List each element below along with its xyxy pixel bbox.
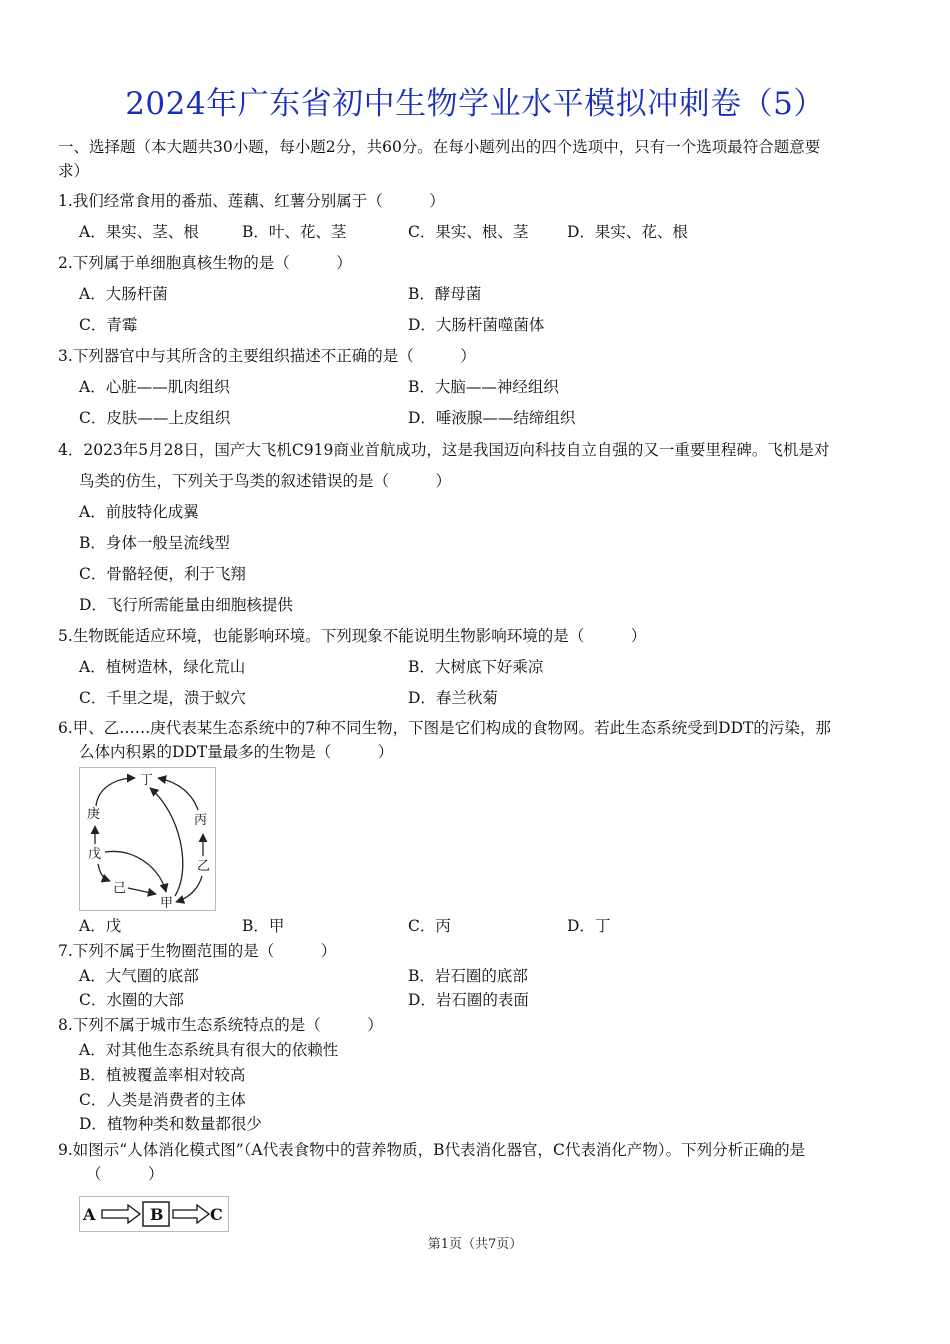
q4-option-c: C．骨骼轻便，利于飞翔 [79, 565, 246, 583]
node-jia: 甲 [160, 896, 174, 910]
node-ji: 己 [113, 881, 127, 896]
food-web-figure [79, 767, 216, 911]
page-footer: 第1页（共7页） [427, 1237, 523, 1252]
q5-option-c: C．千里之堤，溃于蚁穴 [79, 689, 246, 707]
arrow-ji-jia [128, 888, 156, 894]
q5-option-d: D．春兰秋菊 [408, 689, 498, 707]
q5-option-b: B．大树底下好乘凉 [408, 658, 544, 676]
q3-option-c: C．皮肤——上皮组织 [79, 409, 231, 427]
q4-option-b: B．身体一般呈流线型 [79, 534, 230, 552]
q6-option-c: C．丙 [408, 917, 451, 935]
node-ding: 丁 [140, 773, 154, 788]
q7-option-c: C．水圈的大部 [79, 991, 184, 1009]
q5-option-a: A．植树造林，绿化荒山 [79, 658, 246, 676]
q9-stem-cont: （ ） [86, 1165, 164, 1183]
q3-option-b: B．大脑——神经组织 [408, 378, 559, 396]
q2-option-a: A．大肠杆菌 [79, 285, 168, 303]
digestion-arrow-2 [173, 1205, 209, 1223]
arrow-yi-jia [176, 876, 202, 902]
q2-option-c: C．青霉 [79, 316, 138, 334]
arrow-wu-ji [98, 864, 110, 881]
q1-option-a: A．果实、茎、根 [79, 223, 199, 241]
q1-option-b: B．叶、花、茎 [242, 223, 347, 241]
q6-option-b: B．甲 [242, 917, 285, 935]
q5-stem: 5.生物既能适应环境，也能影响环境。下列现象不能说明生物影响环境的是（ ） [58, 627, 647, 645]
arrow-bing-ding [158, 778, 198, 810]
q8-stem: 8.下列不属于城市生态系统特点的是（ ） [58, 1016, 383, 1034]
q3-option-d: D．唾液腺——结缔组织 [408, 409, 576, 427]
q9-stem: 9.如图示“人体消化模式图”（A代表食物中的营养物质，B代表消化器官，C代表消化产物）。下列分析正确的是 [58, 1141, 806, 1159]
q8-option-a: A．对其他生态系统具有很大的依赖性 [79, 1041, 339, 1059]
q2-option-b: B．酵母菌 [408, 285, 482, 303]
q2-option-d: D．大肠杆菌噬菌体 [408, 316, 545, 334]
digestion-diagram [80, 1197, 228, 1231]
q1-option-d: D．果实、花、根 [567, 223, 688, 241]
q6-option-a: A．戊 [79, 917, 122, 935]
q7-option-a: A．大气圈的底部 [79, 967, 199, 985]
q7-option-d: D．岩石圈的表面 [408, 991, 529, 1009]
q8-option-c: C．人类是消费者的主体 [79, 1091, 246, 1109]
digestion-label-c: C [210, 1205, 223, 1224]
food-web-diagram [80, 768, 215, 910]
q6-stem: 6.甲、乙……庚代表某生态系统中的7种不同生物，下图是它们构成的食物网。若此生态系统受到DDT的污染，那 [58, 719, 831, 737]
node-geng: 庚 [87, 807, 101, 822]
digestion-arrow-1 [102, 1205, 140, 1223]
section-heading-cont: 求） [58, 162, 90, 180]
q6-stem-cont: 么体内积累的DDT量最多的生物是（ ） [79, 743, 394, 761]
q4-option-a: A．前肢特化成翼 [79, 503, 199, 521]
q7-stem: 7.下列不属于生物圈范围的是（ ） [58, 942, 337, 960]
q3-option-a: A．心脏——肌肉组织 [79, 378, 230, 396]
q6-option-d: D．丁 [567, 917, 611, 935]
page-title: 2024年广东省初中生物学业水平模拟冲刺卷（5） [125, 86, 825, 122]
node-bing: 丙 [194, 813, 208, 828]
node-wu: 戊 [88, 847, 102, 862]
digestion-label-b: B [150, 1205, 164, 1224]
q8-option-b: B．植被覆盖率相对较高 [79, 1066, 246, 1084]
arrow-jia-ding [150, 788, 183, 896]
q4-stem: 4．2023年5月28日，国产大飞机C919商业首航成功，这是我国迈向科技自立自强的又一重要里程碑。飞机是对 [58, 441, 830, 459]
digestion-label-a: A [83, 1205, 96, 1224]
q3-stem: 3.下列器官中与其所含的主要组织描述不正确的是（ ） [58, 347, 476, 365]
q1-stem: 1.我们经常食用的番茄、莲藕、红薯分别属于（ ） [58, 192, 445, 210]
arrow-geng-ding [96, 778, 135, 806]
section-heading: 一、选择题（本大题共30小题，每小题2分，共60分。在每小题列出的四个选项中，只有一个选项最符合题意要 [58, 138, 821, 156]
q7-option-b: B．岩石圈的底部 [408, 967, 528, 985]
digestion-figure [79, 1196, 229, 1232]
q4-option-d: D．飞行所需能量由细胞核提供 [79, 596, 293, 614]
q4-stem-cont: 鸟类的仿生，下列关于鸟类的叙述错误的是（ ） [79, 472, 452, 490]
node-yi: 乙 [197, 859, 211, 874]
q8-option-d: D．植物种类和数量都很少 [79, 1115, 262, 1133]
q1-option-c: C．果实、根、茎 [408, 223, 529, 241]
q2-stem: 2.下列属于单细胞真核生物的是（ ） [58, 254, 352, 272]
